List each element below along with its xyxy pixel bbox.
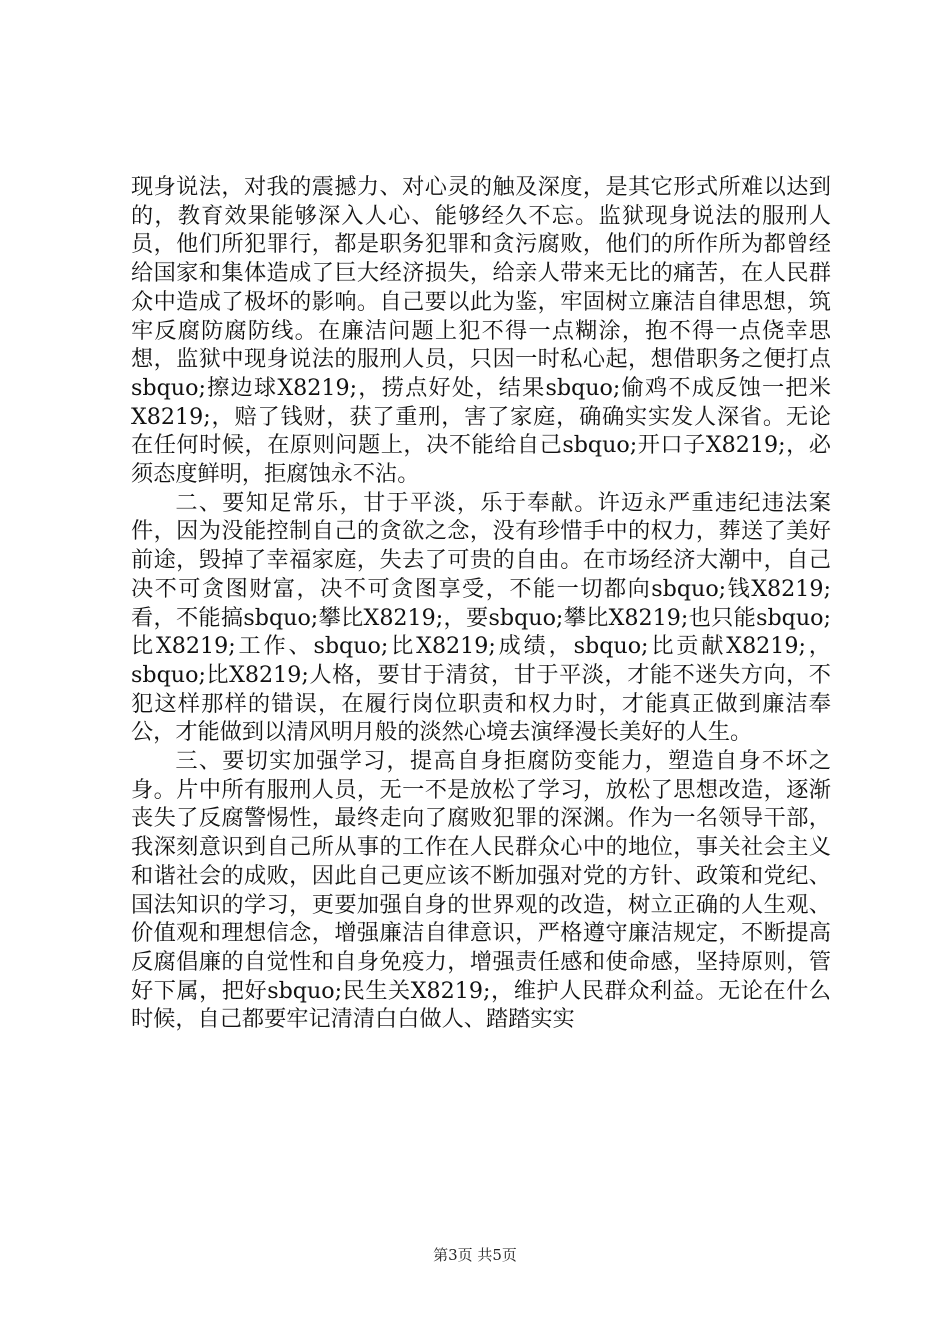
paragraph-1: 现身说法，对我的震撼力、对心灵的触及深度，是其它形式所难以达到的，教育效果能够深入人心、能够经久不忘。监狱现身说法的服刑人员，他们所犯罪行，都是职务犯罪和贪污腐败，他们的所作所为都曾经给国家和集体造成了巨大经济损失，给亲人带来无比的痛苦，在人民群众中造成了极坏的影响。自己要以此为鉴，牢固树立廉洁自律思想，筑牢反腐防腐防线。在廉洁问题上犯不得一点糊涂，抱不得一点侥幸思想，监狱中现身说法的服刑人员，只因一时私心起，想借职务之便打点sbquo;擦边球X8219;，捞点好处，结果sbquo;偷鸡不成反蚀一把米X8219;，赔了钱财，获了重刑，害了家庭，确确实实发人深省。无论在任何时候，在原则问题上，决不能给自己sbquo;开口子X8219;，必须态度鲜明，拒腐蚀永不沾。: [131, 174, 831, 488]
paragraph-2: 二、要知足常乐，甘于平淡，乐于奉献。许迈永严重违纪违法案件，因为没能控制自己的贪欲之念，没有珍惜手中的权力，葬送了美好前途，毁掉了幸福家庭，失去了可贵的自由。在市场经济大潮中，自己决不可贪图财富，决不可贪图享受，不能一切都向sbquo;钱X8219;看，不能搞sbquo;攀比X8219;，要sbquo;攀比X8219;也只能sbquo;比X8219;工作、sbquo;比X8219;成绩，sbquo;比贡献X8219;，sbquo;比X8219;人格，要甘于清贫，甘于平淡，才能不迷失方向，不犯这样那样的错误，在履行岗位职责和权力时，才能真正做到廉洁奉公，才能做到以清风明月般的淡然心境去演绎漫长美好的人生。: [131, 489, 831, 746]
page-footer: 第3页 共5页: [433, 1246, 517, 1264]
body-text: [131, 173, 831, 1034]
paragraph-3: 三、要切实加强学习，提高自身拒腐防变能力，塑造自身不坏之身。片中所有服刑人员，无一不是放松了学习，放松了思想改造，逐渐丧失了反腐警惕性，最终走向了腐败犯罪的深渊。作为一名领导干部，我深刻意识到自己所从事的工作在人民群众心中的地位，事关社会主义和谐社会的成败，因此自己更应该不断加强对党的方针、政策和党纪、国法知识的学习，更要加强自身的世界观的改造，树立正确的人生观、价值观和理想信念，增强廉洁自律意识，严格遵守廉洁规定，不断提高反腐倡廉的自觉性和自身免疫力，增强责任感和使命感，坚持原则，管好下属，把好sbquo;民生关X8219;，维护人民群众利益。无论在什么时候，自己都要牢记清清白白做人、踏踏实实: [131, 748, 831, 1033]
